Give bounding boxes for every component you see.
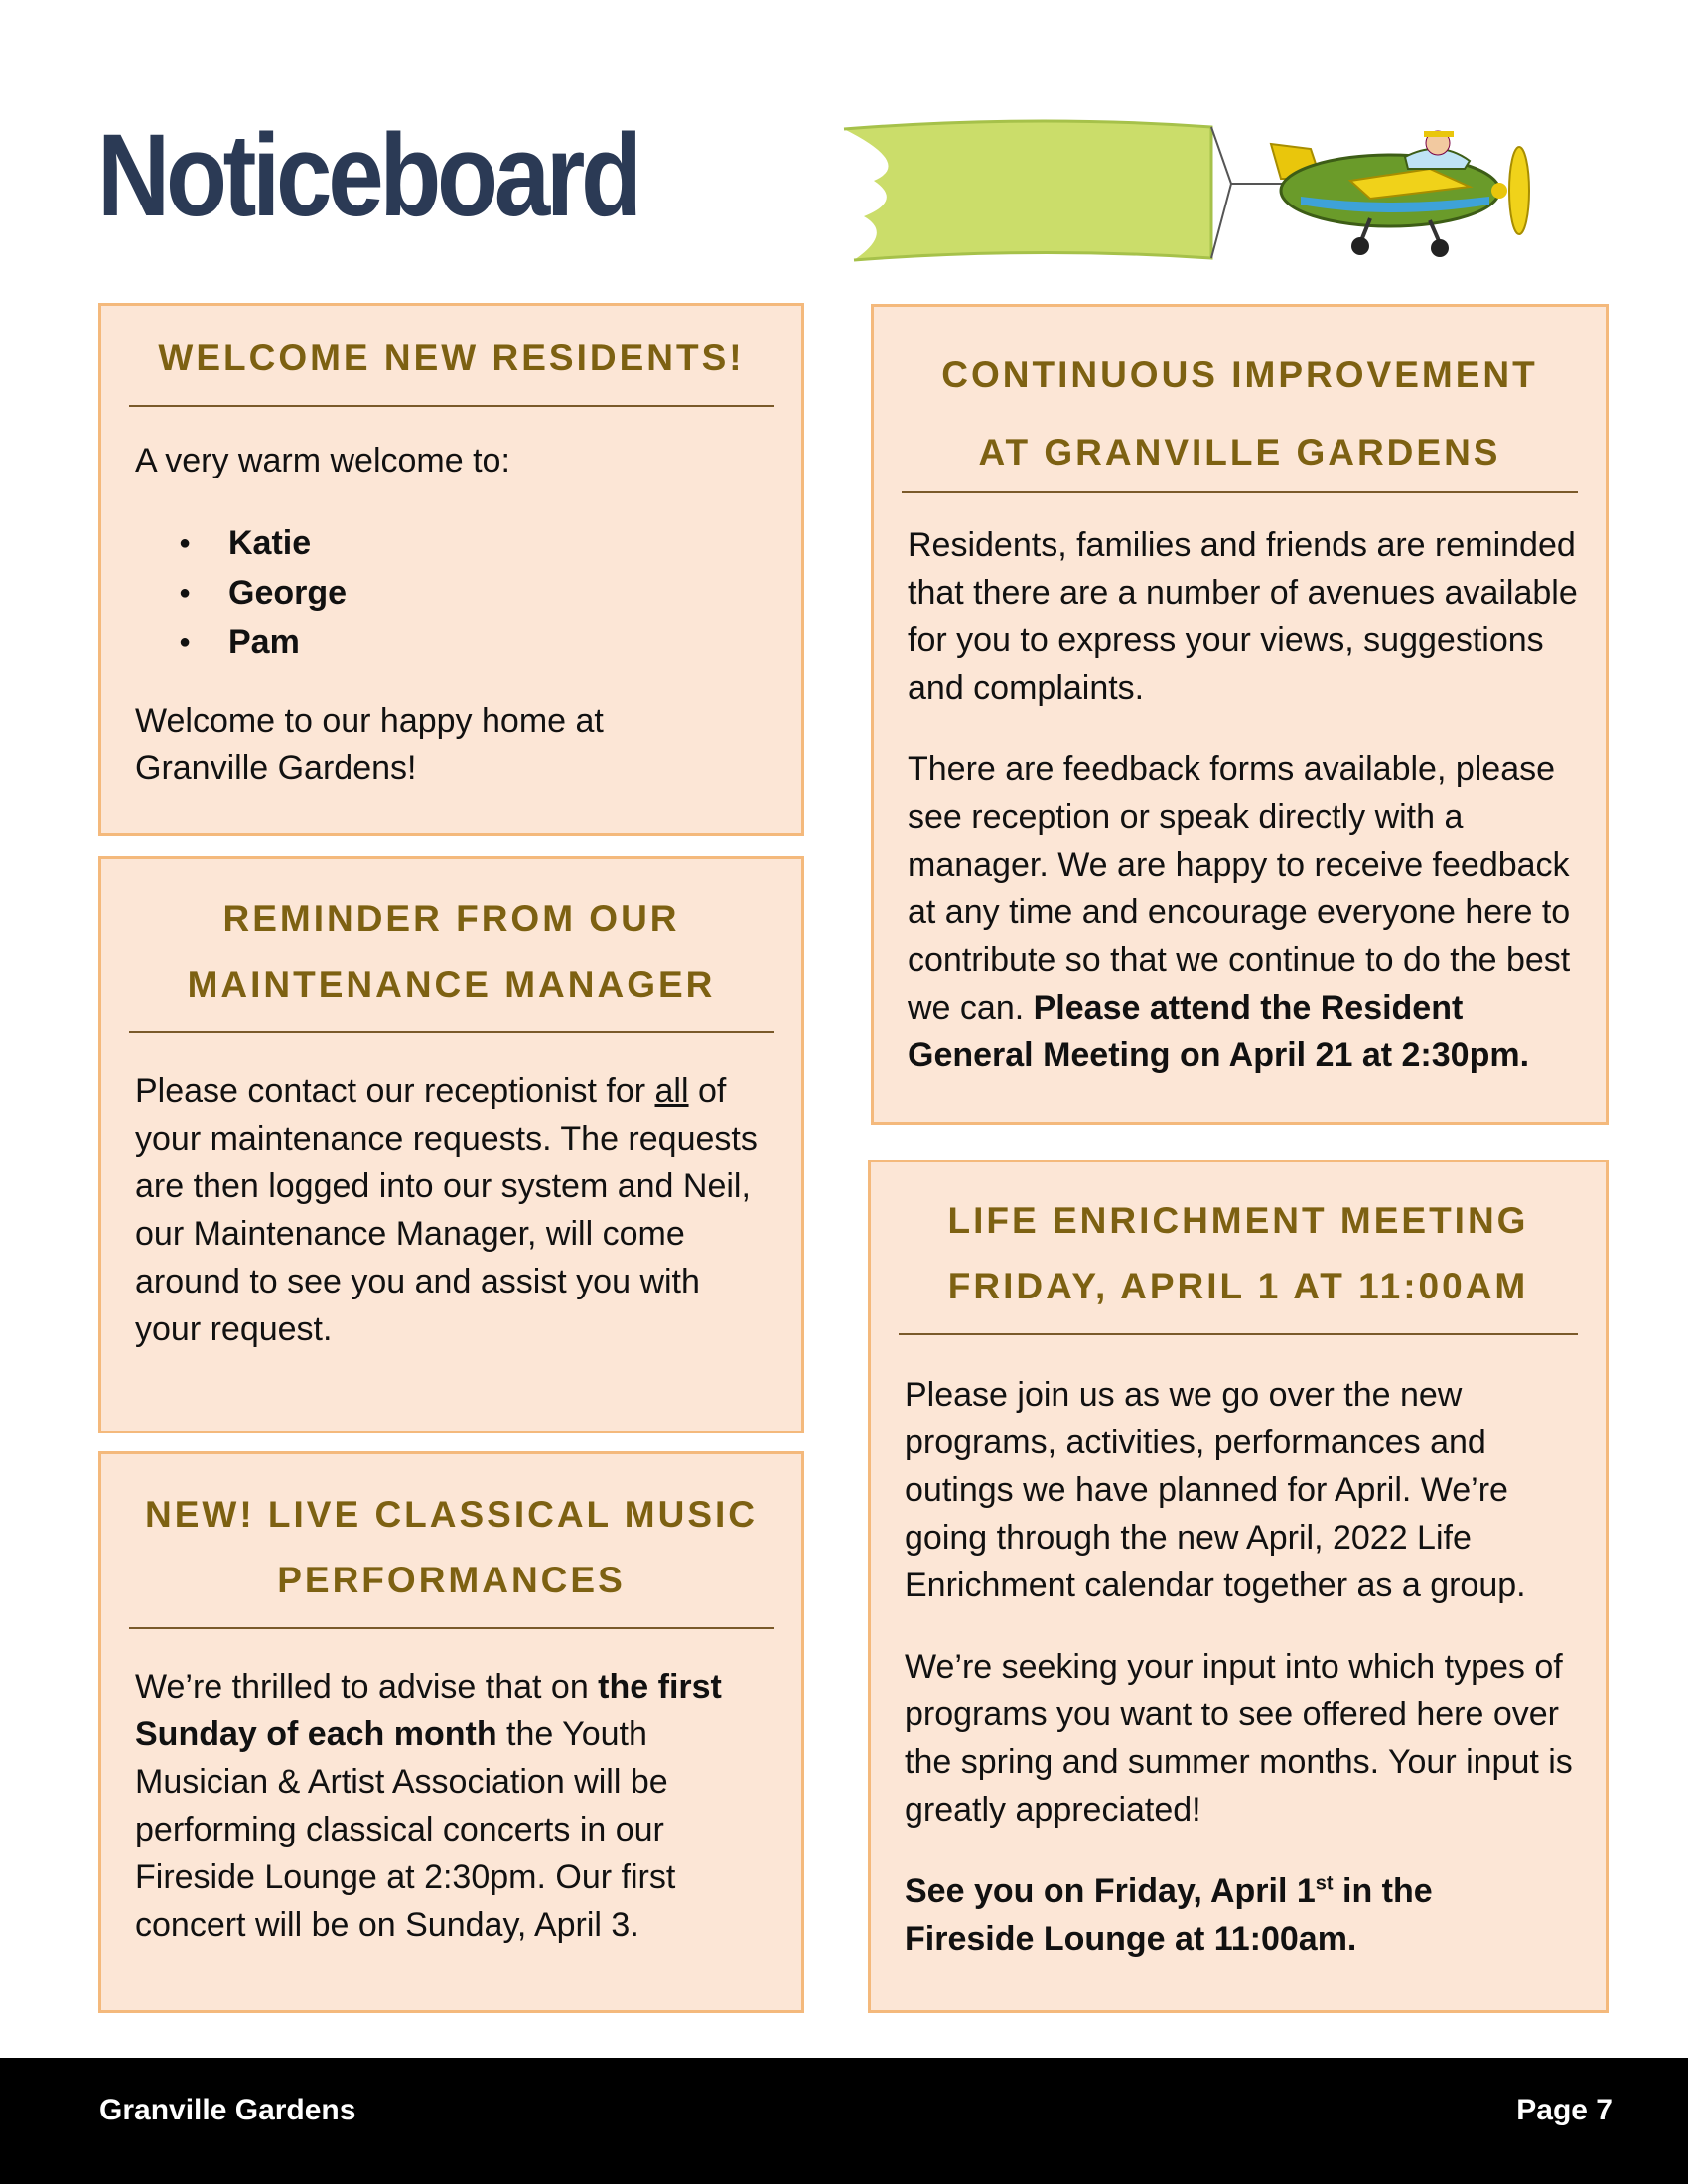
bold-text: the first Sunday of each month: [135, 1668, 722, 1753]
list-item: ● George: [129, 568, 774, 617]
heading-line: MAINTENANCE MANAGER: [187, 964, 716, 1005]
welcome-intro: A very warm welcome to:: [135, 442, 510, 479]
list-item: ● Pam: [129, 617, 774, 667]
underlined-all: all: [654, 1072, 689, 1110]
page-number: Page 7: [1516, 2094, 1613, 2126]
improvement-para-2: There are feedback forms available, please see reception or speak directly with a manager. We are happy to receive feedback at any time and encourage everyone here to contribute so that we continue to do the best we can. Please attend the Resident General Meeting on April 21 at 2:30pm.: [908, 751, 1571, 1074]
enrichment-heading: [899, 1188, 1578, 1319]
list-item: ● Katie: [129, 518, 774, 568]
footer-org-name: Granville Gardens: [99, 2094, 356, 2126]
meeting-notice: Please attend the Resident General Meeting on April 21 at 2:30pm.: [908, 989, 1530, 1074]
heading-line: REMINDER FROM OUR: [222, 898, 680, 939]
maintenance-reminder-box: [98, 856, 804, 1433]
improvement-para-1: Residents, families and friends are reminded that there are a number of avenues available for you to express your views, suggestions and complaints.: [908, 526, 1578, 707]
heading-divider: [902, 491, 1578, 493]
music-heading: [129, 1482, 774, 1613]
enrichment-closing: See you on Friday, April 1st in the Fireside Lounge at 11:00am.: [905, 1872, 1433, 1958]
new-residents-list: [129, 518, 774, 667]
life-enrichment-box: [868, 1160, 1609, 2013]
improvement-heading: [902, 337, 1578, 491]
maintenance-text: Please contact our receptionist for all of your maintenance requests. The requests are then logged into our system and Neil, our Maintenance Manager, will come around to see you and assist you with your request.: [135, 1072, 758, 1348]
heading-divider: [129, 1627, 774, 1629]
page-footer: [0, 2058, 1688, 2184]
page-title: Noticeboard: [97, 110, 638, 241]
heading-line: NEW! LIVE CLASSICAL MUSIC: [145, 1494, 758, 1535]
heading-divider: [129, 405, 774, 407]
heading-line: LIFE ENRICHMENT MEETING: [947, 1200, 1529, 1241]
maintenance-heading: [129, 887, 774, 1018]
classical-music-box: [98, 1451, 804, 2013]
enrichment-para-2: We’re seeking your input into which types of programs you want to see offered here over the spring and summer months. Your input is greatly appreciated!: [905, 1648, 1573, 1829]
airplane-banner-icon: [834, 109, 1549, 278]
heading-divider: [899, 1333, 1578, 1335]
music-text: We’re thrilled to advise that on the first Sunday of each month the Youth Musician & Artist Association will be performing classical concerts in our Fireside Lounge at 2:30pm. Our first concert will be on Sunday, April 3.: [135, 1668, 722, 1944]
enrichment-para-1: Please join us as we go over the new programs, activities, performances and outings we have planned for April. We’re going through the new April, 2022 Life Enrichment calendar together as a group.: [905, 1376, 1526, 1604]
heading-line: PERFORMANCES: [277, 1560, 626, 1600]
heading-line: FRIDAY, APRIL 1 AT 11:00AM: [947, 1266, 1529, 1306]
heading-line: CONTINUOUS IMPROVEMENT: [941, 354, 1538, 395]
welcome-residents-box: [98, 303, 804, 836]
welcome-closing: Welcome to our happy home at Granville Gardens!: [135, 702, 604, 787]
continuous-improvement-box: [871, 304, 1609, 1125]
heading-line: AT GRANVILLE GARDENS: [978, 432, 1501, 473]
welcome-heading: WELCOME NEW RESIDENTS!: [158, 338, 745, 378]
heading-divider: [129, 1031, 774, 1033]
